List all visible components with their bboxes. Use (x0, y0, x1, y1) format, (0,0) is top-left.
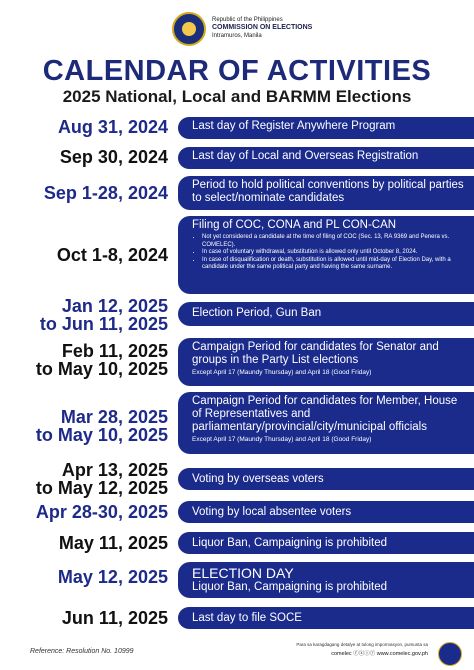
event-bar (178, 501, 474, 523)
event-row (0, 115, 474, 140)
event-row (0, 392, 474, 456)
event-label: Voting by local absentee voters (192, 506, 352, 518)
page-subtitle: 2025 National, Local and BARMM Elections (62, 87, 412, 106)
event-bar (178, 468, 474, 490)
event-bar (178, 216, 474, 294)
event-date-start: Feb 11, 2025 (61, 341, 168, 361)
event-date-start: Jan 12, 2025 (61, 296, 168, 316)
page-title: CALENDAR OF ACTIVITIES (42, 55, 432, 87)
event-note: Except April 17 (Maundy Thursday) and April 18 (Good Friday) (192, 369, 372, 376)
event-label: Liquor Ban, Campaigning is prohibited (192, 581, 387, 593)
event-bar (178, 562, 474, 598)
event-label: Campaign Period for candidates for Senator and groups in the Party List elections (192, 341, 439, 366)
social-links[interactable]: comelec ⓕⓧⓘⓨ www.comelec.gov.ph (331, 651, 428, 657)
event-bullet: • In case of disqualification or death, substitution is allowed until mid-day of Election Day, with a candidate under the same political party and having the same surname. (202, 257, 466, 272)
footer (0, 640, 474, 670)
agency-line-1: Republic of the Philippines (212, 17, 283, 23)
event-bar (178, 117, 474, 139)
event-bar (178, 607, 474, 629)
election-day-label: ELECTION DAY (192, 565, 294, 581)
event-bar (178, 147, 474, 169)
event-date-start: Mar 28, 2025 (60, 407, 168, 427)
event-date-end: to Jun 11, 2025 (39, 314, 168, 334)
event-row (0, 338, 474, 388)
event-label: Filing of COC, CONA and PL CON-CAN (192, 219, 397, 231)
event-label: Last day of Local and Overseas Registration (192, 150, 419, 162)
event-date: May 12, 2025 (57, 567, 168, 587)
event-label: Last day to file SOCE (192, 612, 302, 624)
agency-address: Intramuros, Manila (212, 33, 262, 39)
agency-name: COMMISSION ON ELECTIONS (212, 24, 313, 31)
event-note: Except April 17 (Maundy Thursday) and April 18 (Good Friday) (192, 436, 372, 443)
event-bar (178, 392, 474, 454)
agency-block (212, 16, 312, 40)
event-label: Period to hold political conventions by political parties to select/nominate candidates (192, 179, 464, 204)
event-label: Last day of Register Anywhere Program (192, 120, 396, 132)
event-date: Sep 1-28, 2024 (43, 183, 168, 203)
event-date-end: to May 12, 2025 (35, 478, 168, 498)
event-date: Jun 11, 2025 (61, 608, 168, 628)
event-bullet: • In case of voluntary withdrawal, substitution is allowed only until October 8, 2024. (202, 249, 466, 257)
event-label: Liquor Ban, Campaigning is prohibited (192, 537, 387, 549)
reference-note: Reference: Resolution No. 10999 (30, 648, 134, 655)
event-bar (178, 338, 474, 386)
event-label: Campaign Period for candidates for Member, House of Representatives and parliamentary/provincial/city/municipal officials (192, 395, 458, 433)
event-row (0, 562, 474, 600)
event-date: May 11, 2025 (58, 533, 168, 553)
event-date: Sep 30, 2024 (59, 147, 168, 167)
event-row (0, 460, 474, 498)
event-row (0, 176, 474, 212)
event-row (0, 145, 474, 170)
event-bar (178, 176, 474, 210)
event-date: Aug 31, 2024 (57, 117, 168, 137)
comelec-seal-icon (172, 12, 206, 46)
event-bullets (192, 234, 466, 272)
event-date-start: Apr 13, 2025 (61, 460, 168, 480)
event-row (0, 606, 474, 631)
event-bar (178, 532, 474, 554)
event-date-end: to May 10, 2025 (35, 425, 168, 445)
event-date-end: to May 10, 2025 (35, 359, 168, 379)
event-label: Voting by overseas voters (192, 473, 324, 485)
event-bullet: • Not yet considered a candidate at the time of filing of COC (Sec. 13, RA 9369 and Penera vs. COMELEC). (202, 234, 466, 249)
event-row (0, 532, 474, 557)
event-label: Election Period, Gun Ban (192, 307, 322, 319)
event-row (0, 500, 474, 525)
event-date: Oct 1-8, 2024 (56, 245, 168, 265)
event-row (0, 216, 474, 296)
event-bar (178, 302, 474, 326)
event-date: Apr 28-30, 2025 (35, 502, 168, 522)
brand-logo-icon (438, 642, 462, 666)
event-row (0, 298, 474, 334)
header (0, 0, 474, 60)
footer-tagline: Para sa karagdagang detalye at tulong impormasyon, pumunta sa (296, 642, 428, 647)
